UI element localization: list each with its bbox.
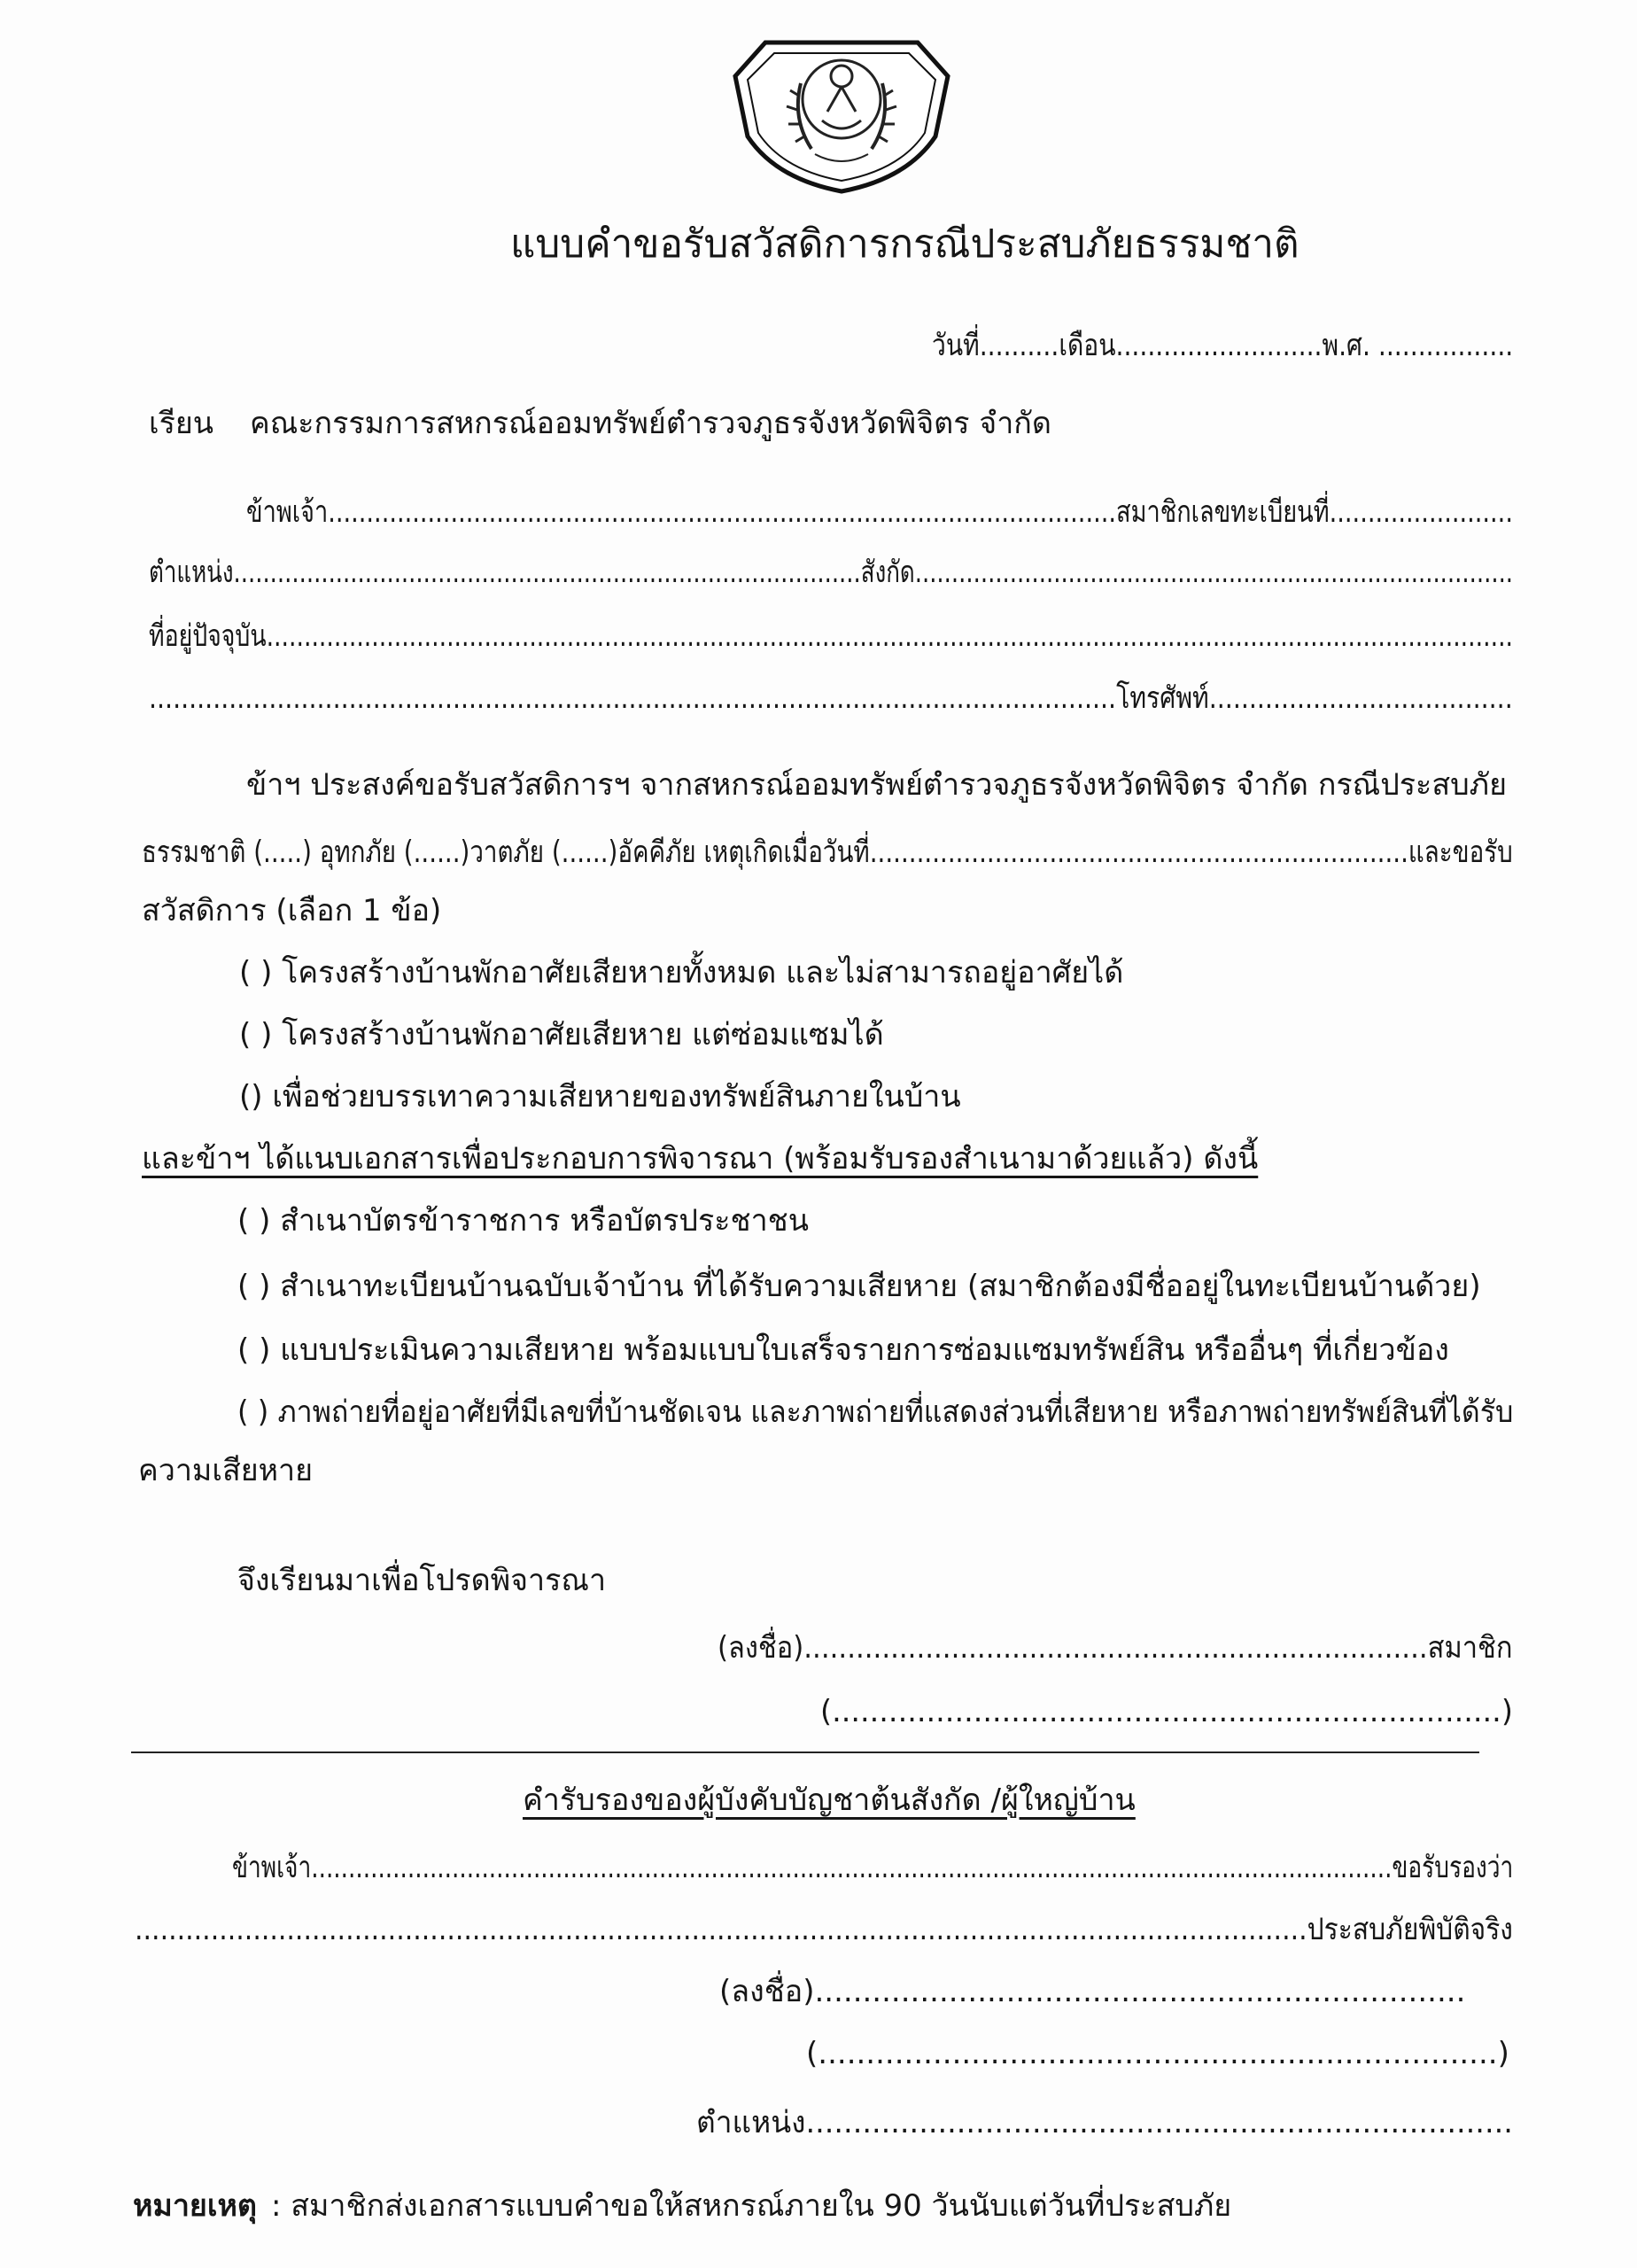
closing-text: จึงเรียนมาเพื่อโปรดพิจารณา: [237, 1563, 607, 1598]
request-line-2: ธรรมชาติ (.....) อุทกภัย (......)วาตภัย (......)อัคคีภัย เหตุเกิดเมื่อวันที่.....................................................................และขอรับ: [142, 835, 1513, 870]
certifier-signature-line: (ลงชื่อ)....................................................................: [719, 1974, 1466, 2009]
document-item: ( ) สำเนาบัตรข้าราชการ หรือบัตรประชาชน: [237, 1203, 809, 1239]
note-text: : สมาชิกส่งเอกสารแบบคำขอให้สหกรณ์ภายใน 90 วันนับแต่วันที่ประสบภัย: [271, 2188, 1232, 2224]
certifier-name-parentheses: (.......................................................................): [806, 2036, 1509, 2071]
member-name-line: (.......................................................................): [820, 1694, 1513, 1729]
member-signature-line: (ลงชื่อ)........................................................................สมาชิก: [718, 1630, 1513, 1666]
benefit-option: ( ) โครงสร้างบ้านพักอาศัยเสียหายทั้งหมด และไม่สามารถอยู่อาศัยได้: [239, 955, 1124, 990]
note-label: หมายเหตุ: [133, 2188, 257, 2224]
position-unit-line: ตำแหน่ง......................................................................................สังกัด..................................................................................: [149, 555, 1514, 590]
certifier-position-line: ตำแหน่ง...........................................................................: [696, 2105, 1513, 2140]
section-divider: [131, 1751, 1479, 1753]
form-title: แบบคำขอรับสวัสดิการกรณีประสบภัยธรรมชาติ: [510, 221, 1300, 267]
date-line: วันที่..........เดือน..........................พ.ศ. .................: [932, 328, 1514, 363]
benefit-option: () เพื่อช่วยบรรเทาความเสียหายของทรัพย์สินภายในบ้าน: [239, 1079, 961, 1115]
certifier-name-line: ข้าพเจ้า..................................................................................................................................................ขอรับรองว่า: [232, 1850, 1514, 1885]
certification-heading: คำรับรองของผู้บังคับบัญชาต้นสังกัด /ผู้ใหญ่บ้าน: [523, 1783, 1136, 1818]
cooperative-seal-logo: [730, 30, 953, 195]
document-item-continuation: ความเสียหาย: [138, 1453, 314, 1488]
certification-statement-line: ...........................................................................................................................................ประสบภัยพิบัติจริง: [135, 1912, 1513, 1947]
document-item: ( ) แบบประเมินความเสียหาย พร้อมแบบใบเสร็จรายการซ่อมแซมทรัพย์สิน หรืออื่นๆ ที่เกี่ยวข้อง: [237, 1332, 1449, 1368]
request-line-3: สวัสดิการ (เลือก 1 ข้อ): [142, 893, 442, 928]
request-line-1: ข้าฯ ประสงค์ขอรับสวัสดิการฯ จากสหกรณ์ออมทรัพย์ตำรวจภูธรจังหวัดพิจิตร จำกัด กรณีประสบภัย: [246, 767, 1507, 803]
recipient: คณะกรรมการสหกรณ์ออมทรัพย์ตำรวจภูธรจังหวัดพิจิตร จำกัด: [250, 406, 1051, 441]
salutation-label: เรียน: [149, 406, 214, 441]
address-line: ที่อยู่ปัจจุบัน......................................................................................................................................................................: [149, 618, 1514, 654]
applicant-name-line: ข้าพเจ้า.......................................................................................................สมาชิกเลขทะเบียนที่........................: [246, 494, 1513, 530]
benefit-option: ( ) โครงสร้างบ้านพักอาศัยเสียหาย แต่ซ่อมแซมได้: [239, 1017, 884, 1052]
phone-line: .........................................................................................................................โทรศัพท์......................................: [149, 680, 1513, 716]
document-item: ( ) สำเนาทะเบียนบ้านฉบับเจ้าบ้าน ที่ได้รับความเสียหาย (สมาชิกต้องมีชื่ออยู่ในทะเบียนบ้านด้วย): [237, 1269, 1481, 1304]
documents-heading: และข้าฯ ได้แนบเอกสารเพื่อประกอบการพิจารณา (พร้อมรับรองสำเนามาด้วยแล้ว) ดังนี้: [142, 1141, 1259, 1177]
document-item: ( ) ภาพถ่ายที่อยู่อาศัยที่มีเลขที่บ้านชัดเจน และภาพถ่ายที่แสดงส่วนที่เสียหาย หรือภาพถ่ายทรัพย์สินที่ได้รับ: [237, 1394, 1514, 1430]
